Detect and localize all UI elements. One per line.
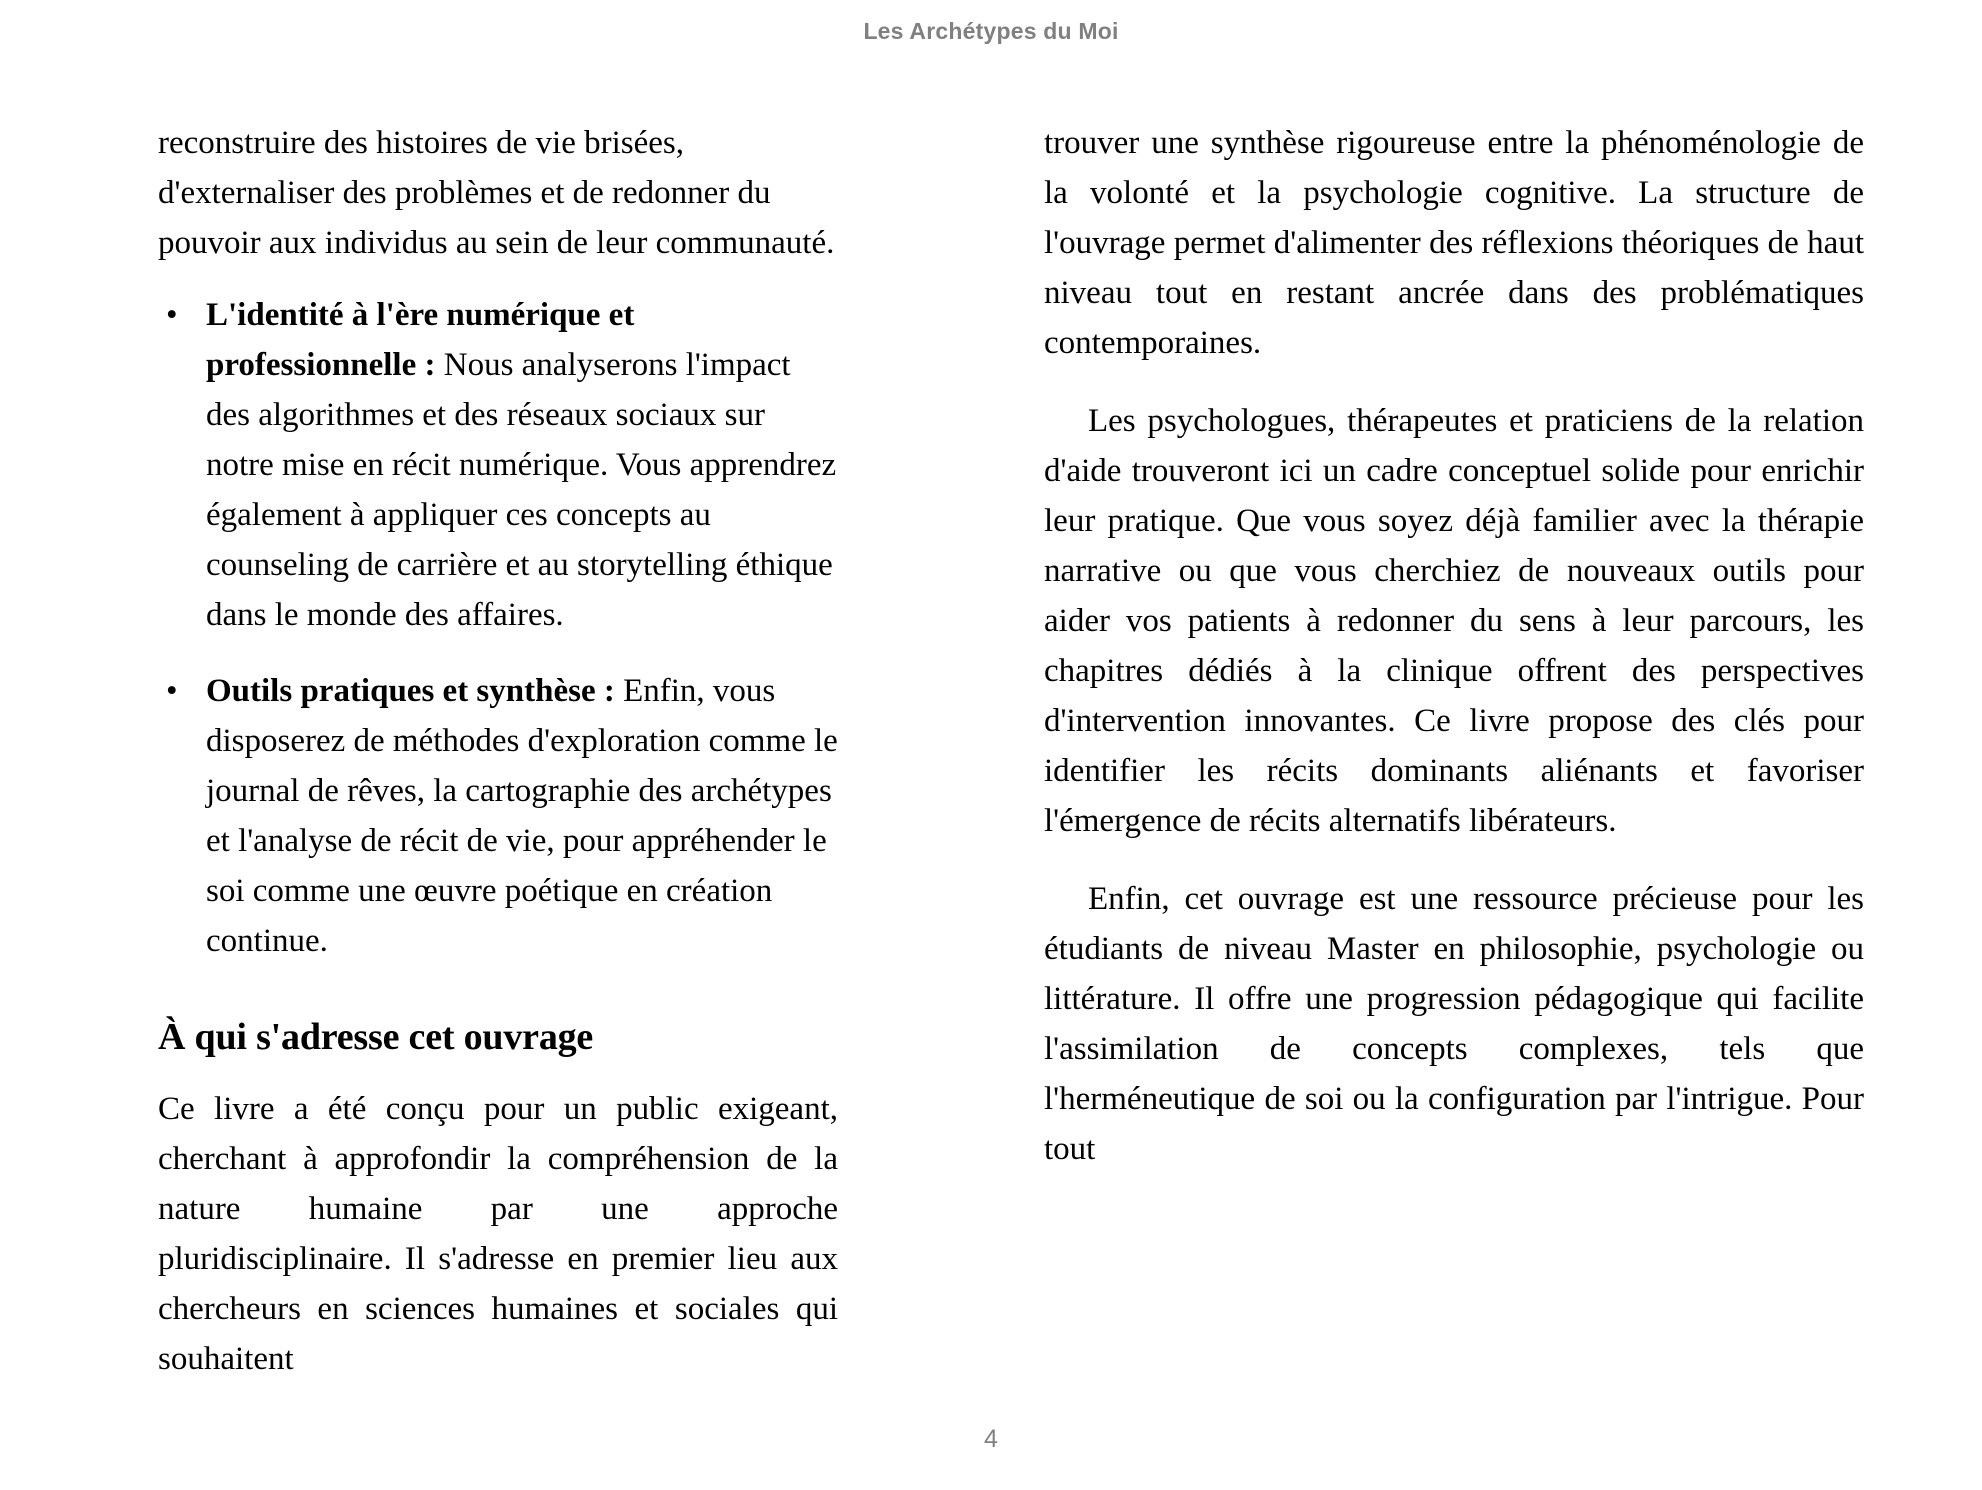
- running-head: [0, 0, 1982, 62]
- body-paragraph: Enfin, cet ouvrage est une ressource précieuse pour les étudiants de niveau Master en philosophie, psychologie ou littérature. Il offre une progression pédagogique qui facilite l'assimilation de concepts complexes, tels que l'herméneutique de soi ou la configuration par l'intrigue. Pour tout: [1044, 881, 1864, 1167]
- running-head-title: Les Archétypes du Moi: [863, 17, 1119, 44]
- folio: [0, 1425, 1982, 1454]
- feature-bullet-list: [158, 290, 838, 966]
- right-column: [1026, 118, 1882, 1318]
- left-column: [70, 118, 926, 1377]
- bullet-body-text: Enfin, vous disposerez de méthodes d'exploration comme le journal de rêves, la cartographie des archétypes et l'analyse de récit de vie, pour appréhender le soi comme une œuvre poétique en création continue.: [206, 673, 838, 959]
- list-item: [158, 290, 838, 640]
- bullet-dot-icon: •: [166, 297, 178, 333]
- continued-paragraph: reconstruire des histoires de vie brisées, d'externaliser des problèmes et de redonner du pouvoir aux individus au sein de leur communauté.: [158, 125, 835, 261]
- bullet-lead-label: Outils pratiques et synthèse :: [206, 673, 615, 709]
- bullet-body-text: Nous analyserons l'impact des algorithmes et des réseaux sociaux sur notre mise en récit numérique. Vous apprendrez également à appliquer ces concepts au counseling de carrière et au storytelling éthique dans le monde des affaires.: [206, 347, 837, 633]
- bullet-lead-label: L'identité à l'ère numérique et professionnelle :: [206, 297, 635, 383]
- section-heading: À qui s'adresse cet ouvrage: [158, 1016, 594, 1058]
- page-number: 4: [984, 1425, 998, 1453]
- page-body: [0, 118, 1982, 1377]
- list-item: [158, 666, 838, 966]
- body-paragraph: trouver une synthèse rigoureuse entre la phénoménologie de la volonté et la psychologie cognitive. La structure de l'ouvrage permet d'alimenter des réflexions théoriques de haut niveau tout en restant ancrée dans des problématiques contemporaines.: [1044, 125, 1864, 361]
- section-paragraph: Ce livre a été conçu pour un public exigeant, cherchant à approfondir la compréhension de la nature humaine par une approche pluridisciplinaire. Il s'adresse en premier lieu aux chercheurs en sciences humaines et sociales qui souhaitent: [158, 1091, 838, 1377]
- bullet-dot-icon: •: [166, 673, 178, 709]
- body-paragraph: Les psychologues, thérapeutes et praticiens de la relation d'aide trouveront ici un cadre conceptuel solide pour enrichir leur pratique. Que vous soyez déjà familier avec la thérapie narrative ou que vous cherchiez de nouveaux outils pour aider vos patients à redonner du sens à leur parcours, les chapitres dédiés à la clinique offrent des perspectives d'intervention innovantes. Ce livre propose des clés pour identifier les récits dominants aliénants et favoriser l'émergence de récits alternatifs libérateurs.: [1044, 403, 1864, 839]
